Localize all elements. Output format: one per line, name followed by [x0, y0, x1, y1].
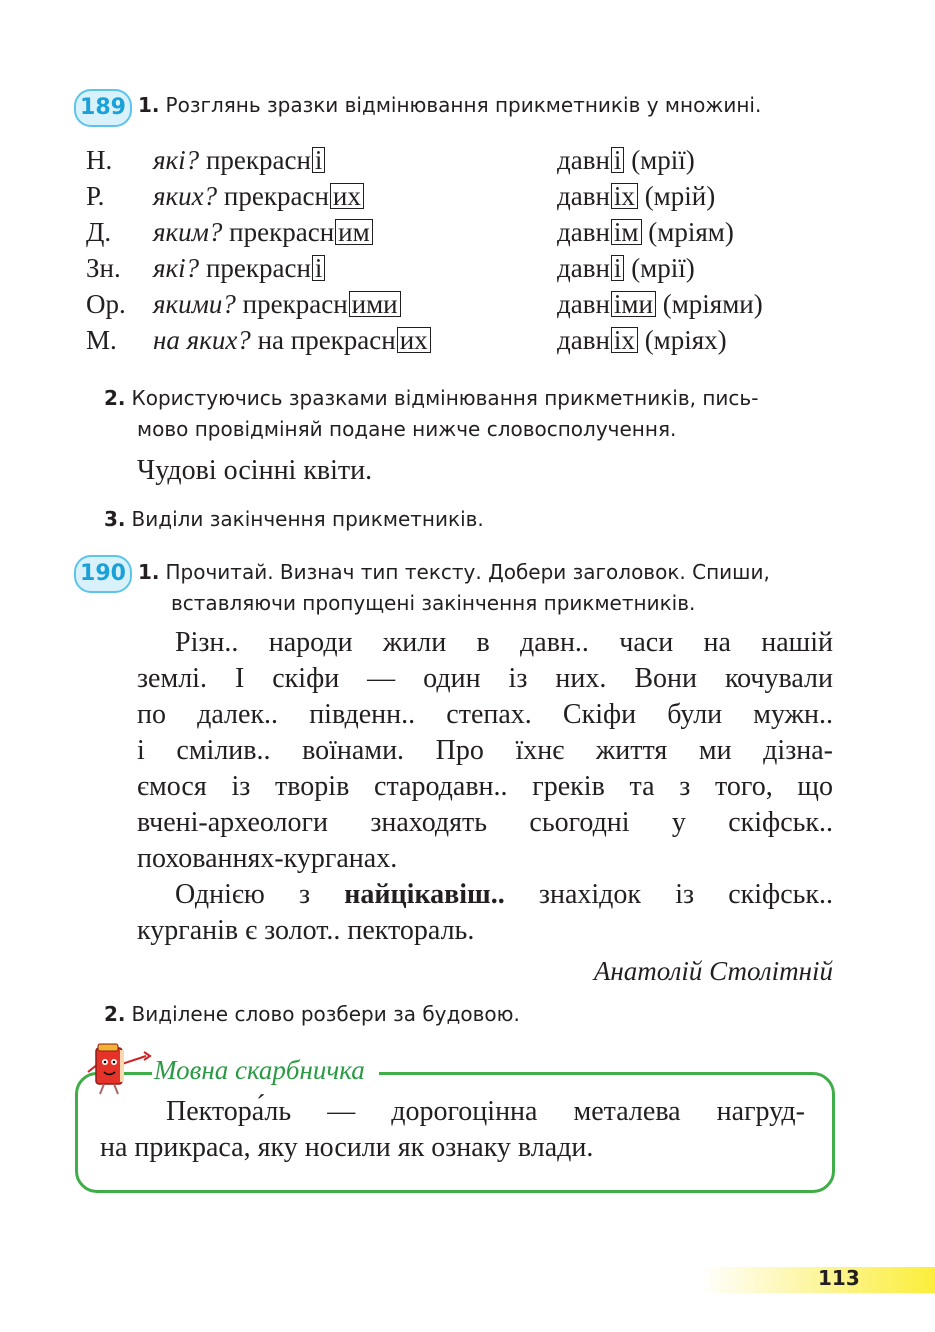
ending-box: их — [397, 327, 431, 353]
noun-form: (мріях) — [644, 325, 727, 355]
declension-row — [86, 322, 846, 358]
ex189-task3 — [104, 504, 484, 535]
treasury-text — [100, 1094, 805, 1166]
ending-box: і — [312, 255, 326, 281]
case-question: які? — [153, 253, 200, 283]
page-number: 113 — [818, 1266, 860, 1290]
declension-row — [86, 142, 846, 178]
exercise-number-189: 189 — [74, 89, 132, 127]
case-question: яким? — [153, 217, 223, 247]
adjective-stem-2: давн — [557, 145, 610, 175]
ending-box-2: іми — [611, 291, 656, 317]
ending-box-2: іх — [611, 327, 638, 353]
ex189-task1 — [138, 90, 761, 121]
ex190-task2 — [104, 999, 520, 1030]
adjective-stem: прекрасн — [205, 145, 311, 175]
case-label: М. — [86, 325, 117, 355]
phrase: Чудові осінні квіти. — [137, 455, 373, 486]
case-label: Р. — [86, 181, 105, 211]
author: Анатолій Столітній — [593, 956, 833, 986]
ex190-task1-line1: Прочитай. Визнач тип тексту. Добери заголовок. Спиши, — [165, 560, 770, 584]
preposition: на — [257, 325, 284, 355]
ending-box: их — [330, 183, 364, 209]
adjective-form — [153, 142, 325, 178]
adjective-stem: прекрасн — [205, 253, 311, 283]
noun-form: (мрії) — [631, 253, 695, 283]
adjective-form — [153, 286, 401, 322]
declension-row — [86, 286, 846, 322]
declension-row — [86, 250, 846, 286]
adjective-stem: прекрасн — [290, 325, 396, 355]
adjective-stem-2: давн — [557, 181, 610, 211]
adjective-form — [153, 214, 373, 250]
adjective-stem: прекрасн — [223, 181, 329, 211]
case-label: Ор. — [86, 289, 126, 319]
ex190-task1-line2: вставляючи пропущені закінчення прикметників. — [171, 591, 696, 615]
noun-form: (мріям) — [648, 217, 734, 247]
case-question: які? — [153, 145, 200, 175]
ex189-task2-line1: Користуючись зразками відмінювання прикметників, пись- — [131, 386, 759, 410]
ex190-task1-num: 1. — [138, 560, 160, 584]
adjective-stem-2: давн — [557, 289, 610, 319]
ending-box-2: і — [611, 147, 625, 173]
text-line: землі. І скіфи — один із них. Вони кочували — [137, 663, 833, 694]
adjective-form — [153, 250, 325, 286]
case-question: яких? — [153, 181, 218, 211]
book-mascot-icon — [84, 1042, 156, 1098]
adjective-form-2 — [557, 142, 695, 178]
case-label: Зн. — [86, 253, 121, 283]
adjective-stem: прекрасн — [229, 217, 335, 247]
case-label: Н. — [86, 145, 113, 175]
ending-box-2: і — [611, 255, 625, 281]
ex189-task2 — [104, 383, 758, 414]
case-label: Д. — [86, 217, 112, 247]
noun-form: (мрій) — [644, 181, 716, 211]
adjective-stem-2: давн — [557, 325, 610, 355]
adjective-form-2 — [557, 178, 715, 214]
reading-text — [137, 625, 833, 949]
treasury-line: Пектора́ль — дорогоцінна металева нагруд- — [166, 1096, 805, 1127]
text-line: Різн.. народи жили в давн.. часи на нашій — [175, 627, 833, 658]
ex189-task3-text: Виділи закінчення прикметників. — [131, 507, 484, 531]
case-question: на яких? — [153, 325, 251, 355]
text-line: похованнях-курганах. — [137, 843, 398, 874]
adjective-form-2 — [557, 250, 695, 286]
highlighted-word: найцікавіш.. — [344, 879, 505, 910]
ex189-task1-num: 1. — [138, 93, 160, 117]
adjective-form-2 — [557, 322, 727, 358]
ending-box-2: ім — [611, 219, 642, 245]
ending-box: им — [335, 219, 373, 245]
treasury-line: на прикраса, яку носили як ознаку влади. — [100, 1132, 594, 1163]
adjective-stem-2: давн — [557, 217, 610, 247]
adjective-form-2 — [557, 214, 734, 250]
ending-box-2: іх — [611, 183, 638, 209]
text-line: по далек.. південн.. степах. Скіфи були мужн.. — [137, 699, 833, 730]
text-line: і смілив.. воїнами. Про їхнє життя ми дізна- — [137, 735, 833, 766]
ending-box: і — [312, 147, 326, 173]
exercise-number-190: 190 — [74, 555, 132, 593]
noun-form: (мрії) — [631, 145, 695, 175]
case-question: якими? — [153, 289, 236, 319]
declension-row — [86, 214, 846, 250]
ex189-task3-num: 3. — [104, 507, 126, 531]
ending-box: ими — [349, 291, 401, 317]
adjective-form-2 — [557, 286, 763, 322]
text-line: вчені-археологи знаходять сьогодні у скіфськ.. — [137, 807, 833, 838]
adjective-form — [153, 178, 364, 214]
ex189-task2-line2: мово провідміняй подане нижче словосполучення. — [137, 417, 677, 441]
ex190-task2-text: Виділене слово розбери за будовою. — [131, 1002, 520, 1026]
ex189-task1-text: Розглянь зразки відмінювання прикметників у множині. — [165, 93, 762, 117]
adjective-stem: прекрасн — [242, 289, 348, 319]
text-line: ємося із творів стародавн.. греків та з того, що — [137, 771, 833, 802]
ex190-task2-num: 2. — [104, 1002, 126, 1026]
declension-row — [86, 178, 846, 214]
text-part: знахідок із скіфськ.. — [504, 879, 833, 910]
adjective-stem-2: давн — [557, 253, 610, 283]
noun-form: (мріями) — [662, 289, 763, 319]
text-part: Однією з — [175, 879, 345, 910]
ex189-task2-num: 2. — [104, 386, 126, 410]
adjective-form — [153, 322, 431, 358]
text-line-bold — [137, 877, 833, 913]
ex190-task1 — [138, 557, 770, 588]
text-line: курганів є золот.. пектораль. — [137, 915, 475, 946]
treasury-title: Мовна скарбничка — [152, 1055, 379, 1086]
